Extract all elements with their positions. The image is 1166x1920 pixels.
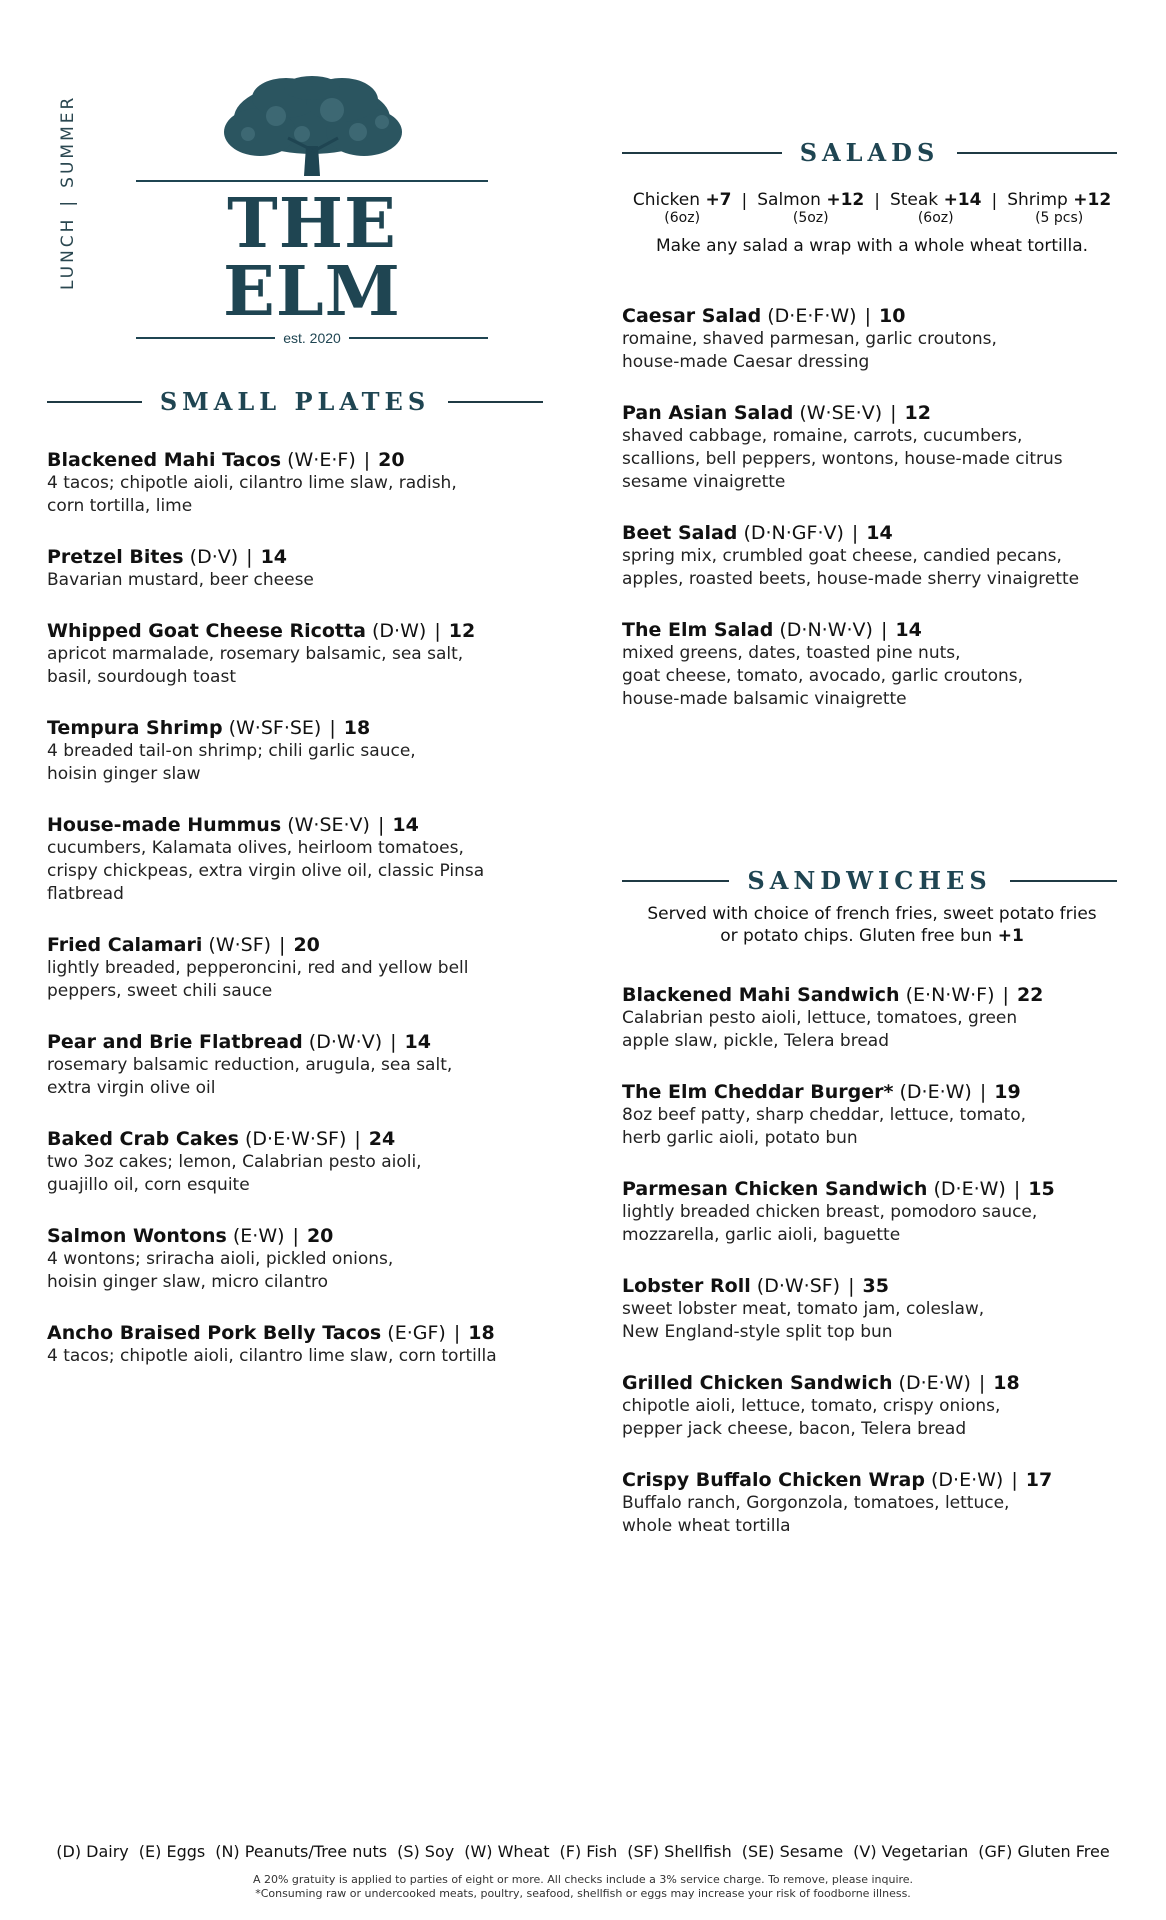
menu-item-price: 17 — [1025, 1469, 1053, 1491]
menu-item-header — [47, 1321, 567, 1345]
price-separator: | — [279, 934, 286, 956]
menu-item-header — [622, 1177, 1142, 1201]
sandwiches-title: SANDWICHES — [747, 866, 992, 895]
menu-item-price: 18 — [343, 717, 371, 739]
small-plates-title: SMALL PLATES — [159, 387, 431, 416]
legend-entry: (D) Dairy — [56, 1842, 129, 1861]
menu-item — [622, 1274, 1142, 1344]
addon-size: (5oz) — [792, 210, 829, 226]
menu-item-description: goat cheese, tomato, avocado, garlic croutons, — [622, 666, 1024, 686]
allergen-tags: (W·SE·V) — [799, 402, 883, 424]
menu-item-price: 18 — [468, 1322, 495, 1344]
menu-item-description: lightly breaded, pepperoncini, red and yellow bell — [47, 958, 469, 978]
menu-item-price: 14 — [866, 522, 893, 544]
menu-item-description: corn tortilla, lime — [47, 496, 193, 516]
addons-row — [622, 190, 1122, 226]
menu-item-description: pepper jack cheese, bacon, Telera bread — [622, 1419, 967, 1439]
menu-item-description: spring mix, crumbled goat cheese, candied pecans, — [622, 546, 1062, 566]
salad-addon — [890, 190, 982, 226]
menu-item-description: 4 wontons; sriracha aioli, pickled onions, — [47, 1249, 394, 1269]
allergen-tags: (D·V) — [189, 546, 239, 568]
established-year: est. 2020 — [283, 330, 341, 346]
menu-item-name: Whipped Goat Cheese Ricotta — [47, 620, 366, 642]
menu-item — [47, 1030, 567, 1100]
allergen-tags: (D·E·W) — [931, 1469, 1004, 1491]
legend-entry: (V) Vegetarian — [853, 1842, 969, 1861]
menu-item-price: 14 — [260, 546, 288, 568]
price-separator: | — [880, 619, 888, 641]
addon-separator: | — [741, 191, 748, 211]
addon-line — [1007, 190, 1111, 210]
legend-entry: (S) Soy — [397, 1842, 455, 1861]
price-separator: | — [978, 1372, 986, 1394]
menu-item-header — [47, 1030, 567, 1054]
addon-price: +14 — [943, 190, 982, 210]
menu-item-header — [622, 1371, 1142, 1395]
allergen-tags: (D·W) — [372, 620, 427, 642]
menu-item-name: Ancho Braised Pork Belly Tacos — [47, 1322, 382, 1344]
menu-item-description: apricot marmalade, rosemary balsamic, sea salt, — [47, 644, 464, 664]
salad-addon — [1007, 190, 1111, 226]
divider-line — [47, 401, 142, 403]
menu-item-header — [622, 1468, 1142, 1492]
fine-print-line: *Consuming raw or undercooked meats, poultry, seafood, shellfish or eggs may increase your risk of foodborne illness. — [255, 1887, 911, 1900]
menu-item — [47, 619, 567, 689]
menu-item-description: whole wheat tortilla — [622, 1516, 791, 1536]
allergen-tags: (D·E·W) — [933, 1178, 1006, 1200]
menu-item-description: house-made Caesar dressing — [622, 352, 870, 372]
addon-price: +7 — [705, 190, 732, 210]
menu-item-name: Blackened Mahi Tacos — [47, 449, 282, 471]
menu-item — [47, 1127, 567, 1197]
menu-item-description: apple slaw, pickle, Telera bread — [622, 1031, 890, 1051]
menu-item-description: rosemary balsamic reduction, arugula, sea salt, — [47, 1055, 453, 1075]
menu-item-name: Grilled Chicken Sandwich — [622, 1372, 893, 1394]
menu-item-description: Buffalo ranch, Gorgonzola, tomatoes, lettuce, — [622, 1493, 1010, 1513]
addon-size: (5 pcs) — [1035, 210, 1084, 226]
menu-item-description: peppers, sweet chili sauce — [47, 981, 273, 1001]
allergen-tags: (W·SF) — [208, 934, 272, 956]
menu-item-description: herb garlic aioli, potato bun — [622, 1128, 858, 1148]
menu-item-description: guajillo oil, corn esquite — [47, 1175, 250, 1195]
logo — [136, 76, 488, 346]
price-separator: | — [890, 402, 897, 424]
addon-line — [757, 190, 864, 210]
divider-line — [622, 152, 782, 154]
menu-item — [622, 1080, 1142, 1150]
salads-title: SALADS — [799, 138, 940, 167]
menu-item-price: 15 — [1028, 1178, 1055, 1200]
menu-item-name: Crispy Buffalo Chicken Wrap — [622, 1469, 925, 1491]
price-separator: | — [1013, 1178, 1021, 1200]
allergen-tags: (W·E·F) — [287, 449, 356, 471]
menu-item-price: 20 — [293, 934, 320, 956]
menu-item-header — [622, 304, 1142, 328]
menu-item — [47, 813, 567, 906]
menu-item-name: Caesar Salad — [622, 305, 762, 327]
season-separator: | — [58, 197, 78, 207]
menu-item — [47, 933, 567, 1003]
menu-item-price: 24 — [368, 1128, 396, 1150]
addon-size: (6oz) — [664, 210, 701, 226]
price-separator: | — [434, 620, 441, 642]
menu-season-label — [58, 95, 78, 290]
menu-item — [622, 401, 1142, 494]
addon-label: Shrimp — [1007, 190, 1068, 210]
menu-item-name: The Elm Cheddar Burger* — [622, 1081, 894, 1103]
season-label: SUMMER — [58, 94, 78, 188]
menu-item-description: extra virgin olive oil — [47, 1078, 216, 1098]
price-separator: | — [329, 717, 336, 739]
menu-item-name: Salmon Wontons — [47, 1225, 227, 1247]
menu-item-price: 12 — [904, 402, 931, 424]
menu-item-description: hoisin ginger slaw, micro cilantro — [47, 1272, 329, 1292]
logo-rule-left — [136, 337, 275, 339]
menu-item-name: Fried Calamari — [47, 934, 203, 956]
allergen-tags: (D·N·GF·V) — [743, 522, 844, 544]
menu-item — [47, 448, 567, 518]
tree-icon — [136, 76, 488, 184]
menu-item-price: 12 — [448, 620, 476, 642]
menu-item-name: Lobster Roll — [622, 1275, 751, 1297]
menu-item-description: 4 tacos; chipotle aioli, cilantro lime slaw, radish, — [47, 473, 457, 493]
menu-item — [622, 521, 1142, 591]
addon-line — [890, 190, 982, 210]
menu-item — [622, 983, 1142, 1053]
fine-print-line: A 20% gratuity is applied to parties of eight or more. All checks include a 3% service charge. To remove, please inquire. — [252, 1873, 914, 1886]
menu-item-header — [622, 983, 1142, 1007]
menu-item-description: two 3oz cakes; lemon, Calabrian pesto aioli, — [47, 1152, 422, 1172]
menu-item-price: 22 — [1016, 984, 1044, 1006]
price-separator: | — [377, 814, 385, 836]
sandwiches-note — [622, 903, 1122, 947]
price-separator: | — [1002, 984, 1009, 1006]
allergen-tags: (E·N·W·F) — [905, 984, 995, 1006]
allergen-tags: (D·E·W) — [899, 1081, 972, 1103]
menu-item-description: house-made balsamic vinaigrette — [622, 689, 907, 709]
legend-entry: (SF) Shellfish — [627, 1842, 732, 1861]
menu-item — [47, 1224, 567, 1294]
allergen-tags: (E·W) — [232, 1225, 285, 1247]
menu-item-price: 14 — [895, 619, 922, 641]
menu-item-header — [47, 619, 567, 643]
gluten-free-price: +1 — [997, 926, 1024, 946]
menu-item — [622, 618, 1142, 711]
menu-item-description: sesame vinaigrette — [622, 472, 786, 492]
sandwiches-heading — [622, 866, 1117, 895]
small-plates-list — [47, 448, 567, 1368]
divider-line — [448, 401, 543, 403]
menu-item-header — [47, 1224, 567, 1248]
price-separator: | — [354, 1128, 361, 1150]
legend-entry: (F) Fish — [559, 1842, 618, 1861]
menu-item-description: sweet lobster meat, tomato jam, coleslaw, — [622, 1299, 985, 1319]
menu-item-description: mixed greens, dates, toasted pine nuts, — [622, 643, 961, 663]
price-separator: | — [848, 1275, 855, 1297]
menu-item-name: Blackened Mahi Sandwich — [622, 984, 900, 1006]
menu-item-description: Calabrian pesto aioli, lettuce, tomatoes, green — [622, 1008, 1018, 1028]
addon-separator: | — [991, 191, 998, 211]
addon-line — [633, 190, 732, 210]
salad-addon — [757, 190, 864, 226]
addon-label: Salmon — [757, 190, 821, 210]
wrap-note: Make any salad a wrap with a whole wheat tortilla. — [655, 236, 1089, 256]
menu-item-description: mozzarella, garlic aioli, baguette — [622, 1225, 901, 1245]
price-separator: | — [851, 522, 859, 544]
menu-item — [47, 1321, 567, 1368]
menu-item-name: Pear and Brie Flatbread — [47, 1031, 303, 1053]
menu-item — [47, 545, 567, 592]
menu-item — [47, 716, 567, 786]
menu-item-price: 18 — [993, 1372, 1020, 1394]
menu-item-description: 4 breaded tail-on shrimp; chili garlic sauce, — [47, 741, 416, 761]
menu-item-price: 14 — [404, 1031, 431, 1053]
menu-item — [622, 304, 1142, 374]
menu-item-header — [47, 1127, 567, 1151]
menu-item-description: New England-style split top bun — [622, 1322, 893, 1342]
menu-item-header — [47, 813, 567, 837]
menu-item-description: flatbread — [47, 884, 124, 904]
menu-item-header — [47, 448, 567, 472]
salads-list — [622, 304, 1142, 711]
gluten-free-note — [622, 925, 1122, 947]
restaurant-name: THE ELM — [223, 184, 401, 332]
menu-item-description: lightly breaded chicken breast, pomodoro sauce, — [622, 1202, 1038, 1222]
fine-print — [0, 1873, 1166, 1901]
price-separator: | — [246, 546, 253, 568]
logo-rule-right — [349, 337, 488, 339]
menu-item-description: scallions, bell peppers, wontons, house-made citrus — [622, 449, 1063, 469]
addon-price: +12 — [1073, 190, 1112, 210]
menu-item-name: Pan Asian Salad — [622, 402, 794, 424]
divider-line — [1010, 880, 1117, 882]
allergen-legend — [0, 1842, 1166, 1861]
gluten-free-text: or potato chips. Gluten free bun — [720, 926, 993, 946]
legend-entry: (SE) Sesame — [741, 1842, 844, 1861]
sides-note: Served with choice of french fries, sweet potato fries — [647, 904, 1097, 924]
menu-item-name: House-made Hummus — [47, 814, 282, 836]
price-separator: | — [864, 305, 871, 327]
sandwiches-list — [622, 983, 1142, 1538]
allergen-tags: (D·W·SF) — [756, 1275, 841, 1297]
allergen-tags: (W·SF·SE) — [228, 717, 322, 739]
allergen-tags: (D·N·W·V) — [779, 619, 873, 641]
menu-item-price: 19 — [994, 1081, 1021, 1103]
menu-item-description: apples, roasted beets, house-made sherry vinaigrette — [622, 569, 1080, 589]
menu-item-description: basil, sourdough toast — [47, 667, 236, 687]
menu-item-header — [622, 1080, 1142, 1104]
legend-entry: (GF) Gluten Free — [978, 1842, 1110, 1861]
allergen-tags: (E·GF) — [387, 1322, 446, 1344]
price-separator: | — [453, 1322, 461, 1344]
price-separator: | — [979, 1081, 987, 1103]
allergen-tags: (D·E·F·W) — [767, 305, 857, 327]
price-separator: | — [292, 1225, 299, 1247]
allergen-tags: (D·E·W·SF) — [245, 1128, 347, 1150]
salads-heading — [622, 138, 1117, 167]
menu-item-name: Parmesan Chicken Sandwich — [622, 1178, 928, 1200]
menu-item-description: cucumbers, Kalamata olives, heirloom tomatoes, — [47, 838, 464, 858]
salad-addon — [633, 190, 732, 226]
price-separator: | — [363, 449, 371, 471]
menu-item — [622, 1468, 1142, 1538]
menu-item-description: hoisin ginger slaw — [47, 764, 201, 784]
menu-item-name: The Elm Salad — [622, 619, 774, 641]
menu-item-price: 14 — [392, 814, 419, 836]
menu-item-header — [47, 933, 567, 957]
legend-entry: (W) Wheat — [464, 1842, 550, 1861]
legend-entry: (N) Peanuts/Tree nuts — [215, 1842, 388, 1861]
menu-item — [622, 1177, 1142, 1247]
menu-item-header — [622, 521, 1142, 545]
addon-price: +12 — [826, 190, 865, 210]
menu-item-description: shaved cabbage, romaine, carrots, cucumbers, — [622, 426, 1023, 446]
menu-item-name: Beet Salad — [622, 522, 738, 544]
menu-item-price: 20 — [306, 1225, 334, 1247]
menu-item-price: 10 — [878, 305, 906, 327]
menu-item — [622, 1371, 1142, 1441]
menu-item-header — [622, 1274, 1142, 1298]
menu-item-description: 8oz beef patty, sharp cheddar, lettuce, tomato, — [622, 1105, 1027, 1125]
allergen-tags: (W·SE·V) — [287, 814, 370, 836]
menu-item-price: 35 — [862, 1275, 889, 1297]
menu-item-header — [622, 618, 1142, 642]
menu-item-name: Tempura Shrimp — [47, 717, 223, 739]
addon-label: Chicken — [632, 190, 701, 210]
allergen-tags: (D·W·V) — [308, 1031, 383, 1053]
menu-item-description: romaine, shaved parmesan, garlic croutons, — [622, 329, 997, 349]
menu-item-description: Bavarian mustard, beer cheese — [47, 570, 314, 590]
meal-label: LUNCH — [58, 216, 78, 290]
allergen-tags: (D·E·W) — [898, 1372, 971, 1394]
small-plates-heading — [47, 387, 543, 416]
addon-size: (6oz) — [917, 210, 954, 226]
menu-item-price: 20 — [378, 449, 405, 471]
legend-entry: (E) Eggs — [138, 1842, 206, 1861]
salad-addons — [622, 190, 1122, 256]
menu-item-description: crispy chickpeas, extra virgin olive oil, classic Pinsa — [47, 861, 485, 881]
price-separator: | — [1011, 1469, 1018, 1491]
addon-separator: | — [874, 191, 880, 211]
menu-item-description: 4 tacos; chipotle aioli, cilantro lime slaw, corn tortilla — [47, 1346, 497, 1366]
menu-item-name: Pretzel Bites — [47, 546, 184, 568]
addon-label: Steak — [889, 190, 939, 210]
menu-item-header — [622, 401, 1142, 425]
divider-line — [957, 152, 1117, 154]
menu-item-name: Baked Crab Cakes — [47, 1128, 239, 1150]
divider-line — [622, 880, 729, 882]
menu-item-header — [47, 545, 567, 569]
price-separator: | — [390, 1031, 397, 1053]
menu-item-header — [47, 716, 567, 740]
menu-item-description: chipotle aioli, lettuce, tomato, crispy onions, — [622, 1396, 1001, 1416]
